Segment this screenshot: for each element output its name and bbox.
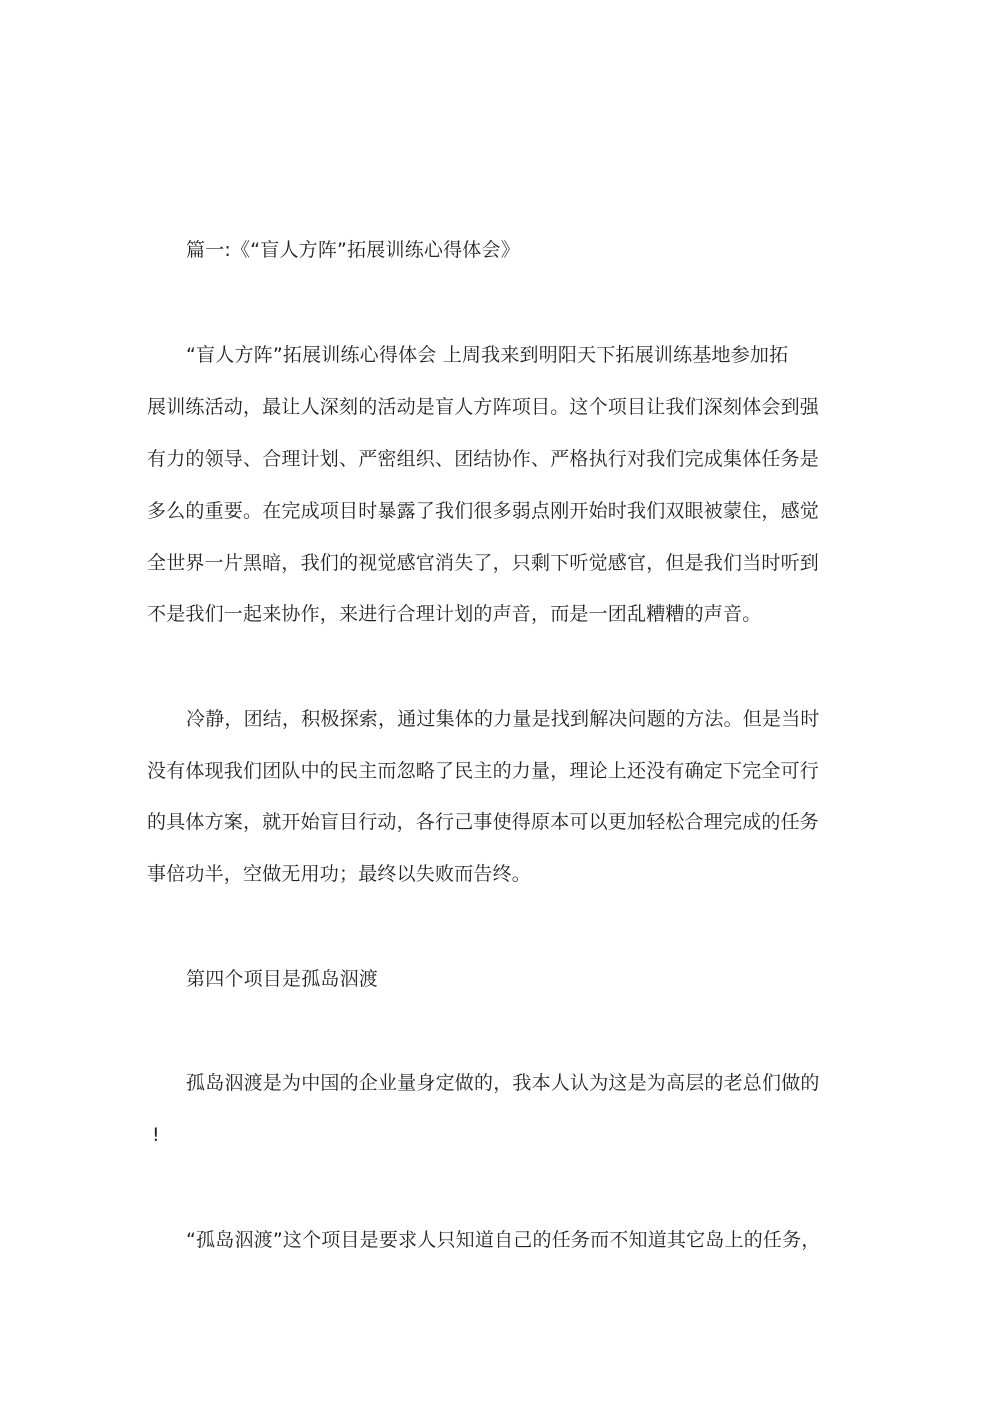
paragraph-line: “盲人方阵”拓展训练心得体会 上周我来到明阳天下拓展训练基地参加拓	[186, 344, 789, 366]
paragraph-line: 有力的领导、合理计划、严密组织、团结协作、严格执行对我们完成集体任务是	[147, 448, 820, 470]
paragraph-line: 没有体现我们团队中的民主而忽略了民主的力量，理论上还没有确定下完全可行	[147, 760, 820, 782]
paragraph-line: “孤岛泅渡”这个项目是要求人只知道自己的任务而不知道其它岛上的任务，	[186, 1229, 821, 1251]
paragraph-line: 冷静，团结，积极探索，通过集体的力量是找到解决问题的方法。但是当时	[186, 708, 820, 730]
paragraph-line: 事倍功半，空做无用功；最终以失败而告终。	[147, 863, 532, 885]
paragraph-line: 不是我们一起来协作，来进行合理计划的声音，而是一团乱糟糟的声音。	[147, 603, 762, 625]
paragraph-line: 全世界一片黑暗，我们的视觉感官消失了，只剩下听觉感官，但是我们当时听到	[147, 552, 820, 574]
paragraph-line: 展训练活动，最让人深刻的活动是盲人方阵项目。这个项目让我们深刻体会到强	[147, 396, 820, 418]
paragraph-line: 多么的重要。在完成项目时暴露了我们很多弱点刚开始时我们双眼被蒙住，感觉	[147, 500, 820, 522]
section-heading: 第四个项目是孤岛泅渡	[186, 968, 379, 990]
paragraph-line: 的具体方案，就开始盲目行动，各行己事使得原本可以更加轻松合理完成的任务	[147, 811, 820, 833]
section-title: 篇一:《“盲人方阵”拓展训练心得体会》	[186, 239, 520, 261]
paragraph-line: !	[152, 1124, 160, 1146]
paragraph-line: 孤岛泅渡是为中国的企业量身定做的，我本人认为这是为高层的老总们做的	[186, 1072, 820, 1094]
